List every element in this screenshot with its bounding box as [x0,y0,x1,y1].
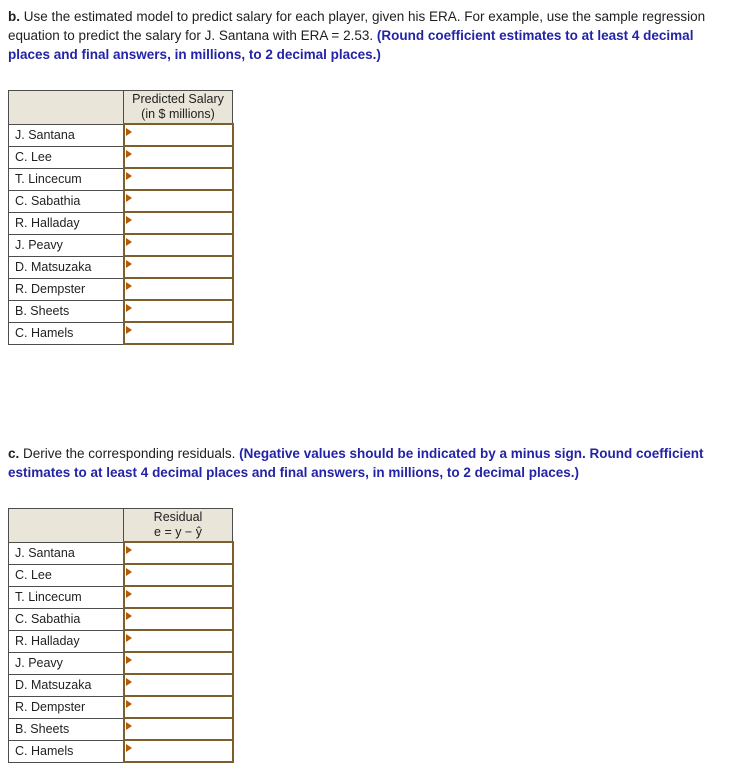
answer-cell [124,168,233,190]
player-name: D. Matsuzaka [9,674,124,696]
predicted-salary-input-0[interactable] [125,126,232,145]
table-row [9,586,233,608]
answer-cell [124,674,233,696]
predicted-salary-input-6[interactable] [125,258,232,277]
table-row [9,300,233,322]
table-row [9,146,233,168]
residual-input-0[interactable] [125,544,232,563]
player-name: B. Sheets [9,300,124,322]
column-header-line2: e = y − ŷ [154,525,202,539]
player-name: R. Halladay [9,630,124,652]
player-name: J. Santana [9,124,124,146]
player-name: J. Peavy [9,234,124,256]
table-row [9,674,233,696]
residual-column-header [124,509,233,543]
table-row [9,696,233,718]
table-row [9,212,233,234]
answer-cell [124,696,233,718]
column-header-line1: Residual [153,510,203,524]
answer-cell [124,608,233,630]
residual-input-8[interactable] [125,720,232,739]
predicted-salary-column-header [124,91,233,125]
answer-cell [124,322,233,344]
question-b-instruction: (Round coefficient estimates to at least 4 decimal places and final answers, in millions, to 2 decimal places.) [8,28,694,62]
column-header-line1: Predicted Salary [132,92,224,106]
player-name: R. Halladay [9,212,124,234]
player-name: T. Lincecum [9,168,124,190]
table-row [9,630,233,652]
answer-cell [124,124,233,146]
table-row [9,564,233,586]
table-row [9,168,233,190]
player-name: C. Sabathia [9,190,124,212]
predicted-salary-table [8,90,234,345]
answer-cell [124,212,233,234]
column-header-line2: (in $ millions) [141,107,215,121]
player-name: R. Dempster [9,278,124,300]
residual-input-7[interactable] [125,698,232,717]
question-c [0,437,738,482]
predicted-salary-input-9[interactable] [125,324,232,343]
predicted-salary-input-1[interactable] [125,148,232,167]
predicted-salary-input-3[interactable] [125,192,232,211]
predicted-salary-input-8[interactable] [125,302,232,321]
residual-table [8,508,234,763]
table-row [9,124,233,146]
player-name: T. Lincecum [9,586,124,608]
player-name: R. Dempster [9,696,124,718]
table-row [9,256,233,278]
table-corner-cell [9,91,124,125]
residual-input-1[interactable] [125,566,232,585]
residual-input-5[interactable] [125,654,232,673]
player-name: C. Lee [9,146,124,168]
answer-cell [124,300,233,322]
answer-cell [124,190,233,212]
question-b [0,0,738,64]
player-name: J. Peavy [9,652,124,674]
question-c-label: c. [8,446,20,461]
answer-cell [124,256,233,278]
answer-cell [124,630,233,652]
table-row [9,190,233,212]
answer-cell [124,652,233,674]
player-name: C. Hamels [9,322,124,344]
answer-cell [124,146,233,168]
answer-cell [124,718,233,740]
table-row [9,234,233,256]
answer-cell [124,586,233,608]
answer-cell [124,278,233,300]
table-header-row [9,91,233,125]
player-name: B. Sheets [9,718,124,740]
residual-input-9[interactable] [125,742,232,761]
predicted-salary-input-4[interactable] [125,214,232,233]
table-row [9,718,233,740]
predicted-salary-input-7[interactable] [125,280,232,299]
answer-cell [124,234,233,256]
question-c-text: Derive the corresponding residuals. [23,446,236,461]
table-row [9,652,233,674]
player-name: C. Hamels [9,740,124,762]
player-name: C. Sabathia [9,608,124,630]
table-row [9,322,233,344]
table-corner-cell [9,509,124,543]
residual-input-6[interactable] [125,676,232,695]
answer-cell [124,564,233,586]
player-name: J. Santana [9,542,124,564]
question-c-instruction: (Negative values should be indicated by a minus sign. Round coefficient estimates to at least 4 decimal places and final answers, in millions, to 2 decimal places.) [8,446,704,480]
table-header-row [9,509,233,543]
residual-input-4[interactable] [125,632,232,651]
table-row [9,740,233,762]
residual-input-3[interactable] [125,610,232,629]
answer-cell [124,542,233,564]
question-b-label: b. [8,9,20,24]
answer-cell [124,740,233,762]
player-name: C. Lee [9,564,124,586]
table-row [9,278,233,300]
residual-input-2[interactable] [125,588,232,607]
question-b-text: Use the estimated model to predict salary for each player, given his ERA. For example, use the sample regression equation to predict the salary for J. Santana with ERA = 2.53. [8,9,706,43]
predicted-salary-input-2[interactable] [125,170,232,189]
player-name: D. Matsuzaka [9,256,124,278]
predicted-salary-input-5[interactable] [125,236,232,255]
table-row [9,608,233,630]
table-row [9,542,233,564]
